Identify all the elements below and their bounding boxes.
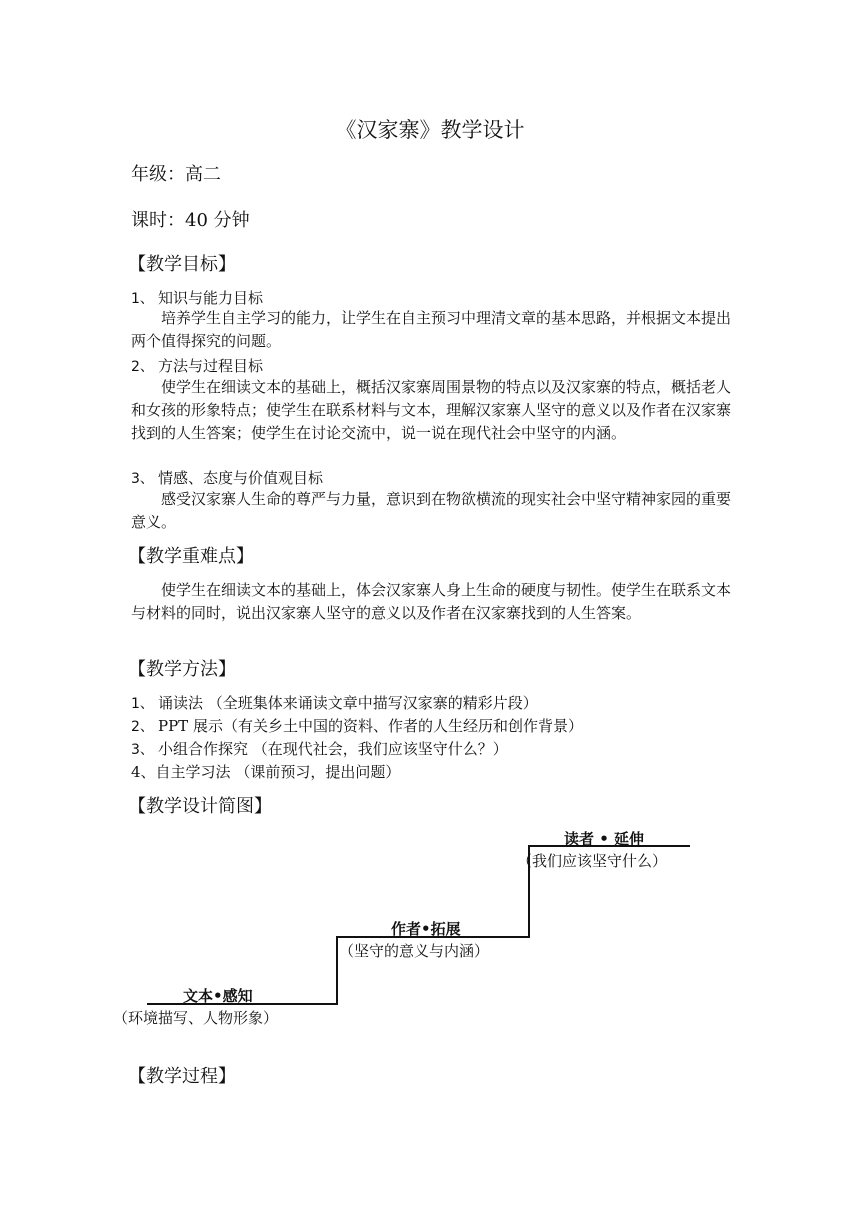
method-text: PPT 展示（有关乡土中国的资料、作者的人生经历和创作背景） xyxy=(158,717,583,735)
grade-line: 年级：高二 xyxy=(131,164,221,185)
step-1-subtitle: （环境描写、人物形象） xyxy=(113,1009,279,1027)
objective-number: 2、 xyxy=(131,359,154,375)
objective-label: 知识与能力目标 xyxy=(158,289,264,307)
key-points-paragraph: 使学生在细读文本的基础上，体会汉家寨人身上生命的硬度与韧性。使学生在联系文本与材料的同时，说出汉家寨人坚守的意义以及作者在汉家寨找到的人生答案。 xyxy=(131,581,732,622)
step-3-label: 读者 • 延伸 xyxy=(564,830,645,848)
key-points-heading: 【教学重难点】 xyxy=(128,546,254,567)
objective-label: 方法与过程目标 xyxy=(158,357,264,375)
method-text: 自主学习法 （课前预习，提出问题） xyxy=(155,763,401,781)
method-number: 1、 xyxy=(131,696,154,712)
method-text: 诵读法 （全班集体来诵读文章中描写汉家寨的精彩片段） xyxy=(158,694,538,712)
methods-heading: 【教学方法】 xyxy=(128,659,236,680)
objective-label: 情感、态度与价值观目标 xyxy=(158,469,324,487)
objectives-heading: 【教学目标】 xyxy=(128,254,236,275)
step-1-label: 文本•感知 xyxy=(183,987,253,1005)
method-number: 2、 xyxy=(131,719,154,735)
diagram-heading: 【教学设计简图】 xyxy=(128,796,272,817)
objective-number: 1、 xyxy=(131,291,154,307)
objective-paragraph: 感受汉家寨人生命的尊严与力量，意识到在物欲横流的现实社会中坚守精神家园的重要意义。 xyxy=(131,490,732,531)
process-heading: 【教学过程】 xyxy=(128,1066,236,1087)
step-3-subtitle: （我们应该坚守什么） xyxy=(517,852,668,870)
method-number: 3、 xyxy=(131,742,154,758)
duration-line: 课时：40 分钟 xyxy=(131,210,250,231)
objective-number: 3、 xyxy=(131,471,154,487)
objective-paragraph: 培养学生自主学习的能力，让学生在自主预习中理清文章的基本思路，并根据文本提出两个值得探究的问题。 xyxy=(131,309,732,350)
step-2-subtitle: （坚守的意义与内涵） xyxy=(339,942,490,960)
step-2-label: 作者•拓展 xyxy=(391,920,461,938)
method-number: 4、 xyxy=(131,763,156,781)
objective-paragraph: 使学生在细读文本的基础上，概括汉家寨周围景物的特点以及汉家寨的特点，概括老人和女孩的形象特点；使学生在联系材料与文本，理解汉家寨人坚守的意义以及作者在汉家寨找到的人生答案；使学生在讨论交流中，说一说在现代社会中坚守的内涵。 xyxy=(131,378,732,442)
document-title: 《汉家寨》教学设计 xyxy=(335,118,525,142)
method-text: 小组合作探究 （在现代社会，我们应该坚守什么？） xyxy=(158,740,508,758)
